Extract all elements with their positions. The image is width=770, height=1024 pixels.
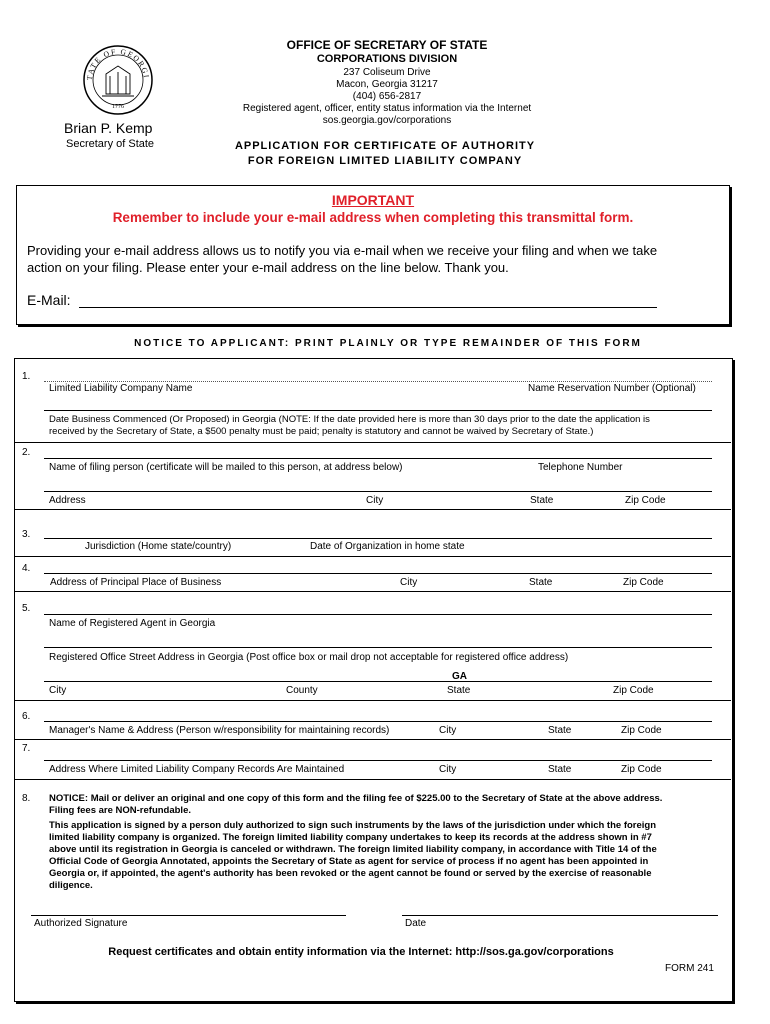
section-7-number: 7. [22,743,31,754]
section-2-number: 2. [22,447,31,458]
registered-county-label: County [286,685,318,696]
section-1-number: 1. [22,371,31,382]
registered-city-field[interactable] [44,681,712,682]
llc-name-field[interactable] [44,381,712,382]
manager-zip-label: Zip Code [621,725,662,736]
authorization-text-6: diligence. [49,880,93,891]
section-divider [14,556,731,557]
section-divider [14,779,731,780]
section-8-number: 8. [22,793,31,804]
filer-address-label: Address [49,495,86,506]
section-divider [14,591,731,592]
important-heading: IMPORTANT [331,192,415,208]
section-divider [14,442,731,443]
registered-agent-field[interactable] [44,614,712,615]
registered-office-label: Registered Office Street Address in Georgia (Post office box or mail drop not acceptable for registered office address) [49,652,569,663]
email-input-line[interactable] [79,307,657,308]
date-commenced-field[interactable] [44,410,712,411]
section-4-number: 4. [22,563,31,574]
records-state-label: State [548,764,572,775]
office-url: sos.georgia.gov/corporations [322,115,452,126]
principal-zip-label: Zip Code [623,577,664,588]
principal-address-field[interactable] [44,573,712,574]
official-title: Secretary of State [66,138,155,150]
llc-name-label: Limited Liability Company Name [49,383,193,394]
filer-address-field[interactable] [44,491,712,492]
form-title-1: APPLICATION FOR CERTIFICATE OF AUTHORITY [234,140,536,152]
filing-notice-2: Filing fees are NON-refundable. [49,805,191,816]
manager-label: Manager's Name & Address (Person w/responsibility for maintaining records) [49,725,390,736]
important-body-2: action on your filing. Please enter your e-mail address on the line below. Thank you. [27,260,509,275]
date-label: Date [405,918,427,929]
manager-city-label: City [439,725,457,736]
office-title: OFFICE OF SECRETARY OF STATE [286,38,488,52]
date-field[interactable] [402,915,718,916]
signature-label: Authorized Signature [34,918,128,929]
registered-office-field[interactable] [44,647,712,648]
manager-state-label: State [548,725,572,736]
ga-prefill: GA [452,671,467,682]
reservation-number-label: Name Reservation Number (Optional) [528,383,696,394]
principal-state-label: State [529,577,553,588]
signature-field[interactable] [31,915,346,916]
jurisdiction-field[interactable] [44,538,712,539]
filer-telephone-label: Telephone Number [538,462,623,473]
date-commenced-label-1: Date Business Commenced (Or Proposed) in Georgia (NOTE: If the date provided here is more than 30 days prior to the date the application is [49,414,650,425]
seal-text: TATE OF GEORGI [84,46,152,81]
office-address-1: 237 Coliseum Drive [343,67,431,78]
office-info: Registered agent, officer, entity status information via the Internet [242,103,532,114]
filer-name-label: Name of filing person (certificate will be mailed to this person, at address below) [49,462,403,473]
registered-city-label: City [49,685,67,696]
registered-state-label: State [447,685,471,696]
section-divider [14,700,731,701]
email-label: E-Mail: [27,292,71,308]
important-body-1: Providing your e-mail address allows us to notify you via e-mail when we receive your filing and when we take [27,243,658,258]
principal-city-label: City [400,577,418,588]
records-address-field[interactable] [44,760,712,761]
important-box [16,185,730,325]
filing-notice-1: NOTICE: Mail or deliver an original and one copy of this form and the filing fee of $225.00 to the Secretary of State at the above address. [49,793,663,804]
authorization-text-4: Official Code of Georgia Annotated, appoints the Secretary of State as agent for service of process if no agent has been appointed in [49,856,649,867]
filer-city-label: City [366,495,384,506]
notice-to-applicant: NOTICE TO APPLICANT: PRINT PLAINLY OR TYPE REMAINDER OF THIS FORM [134,338,642,349]
form-number: FORM 241 [665,963,714,974]
official-name: Brian P. Kemp [64,120,153,136]
section-3-number: 3. [22,529,31,540]
authorization-text-5: Georgia or, if appointed, the agent's authority has been revoked or the agent cannot be found or served by the exercise of reasonable [49,868,652,879]
section-6-number: 6. [22,711,31,722]
application-form [14,358,733,1002]
records-address-label: Address Where Limited Liability Company Records Are Maintained [49,764,345,775]
filer-name-field[interactable] [44,458,712,459]
section-divider [14,739,731,740]
date-organization-label: Date of Organization in home state [310,541,465,552]
division-title: CORPORATIONS DIVISION [316,53,458,65]
office-phone: (404) 656-2817 [352,91,422,102]
filer-zip-label: Zip Code [625,495,666,506]
registered-agent-label: Name of Registered Agent in Georgia [49,618,216,629]
records-city-label: City [439,764,457,775]
date-commenced-label-2: received by the Secretary of State, a $500 penalty must be paid; penalty is statutory and cannot be waived by Secretary of State.) [49,426,594,437]
filer-state-label: State [530,495,554,506]
authorization-text-3: above until its registration in Georgia is canceled or withdrawn. The foreign limited liability company, in accordance with Title 14 of the [49,844,657,855]
internet-request-text: Request certificates and obtain entity information via the Internet: http://sos.ga.gov/corporations [108,946,614,958]
records-zip-label: Zip Code [621,764,662,775]
authorization-text-1: This application is signed by a person duly authorized to sign such instruments by the laws of the jurisdiction under which the foreign [49,820,657,831]
section-5-number: 5. [22,603,31,614]
seal-year: 1776 [112,104,124,110]
important-reminder: Remember to include your e-mail address when completing this transmittal form. [112,210,634,225]
office-address-2: Macon, Georgia 31217 [336,79,438,90]
authorization-text-2: limited liability company is organized. The foreign limited liability company undertakes to keep its records at the address shown in #7 [49,832,652,843]
registered-zip-label: Zip Code [613,685,654,696]
jurisdiction-label: Jurisdiction (Home state/country) [85,541,232,552]
section-divider [14,509,731,510]
manager-field[interactable] [44,721,712,722]
form-title-2: FOR FOREIGN LIMITED LIABILITY COMPANY [247,155,523,167]
principal-address-label: Address of Principal Place of Business [50,577,222,588]
